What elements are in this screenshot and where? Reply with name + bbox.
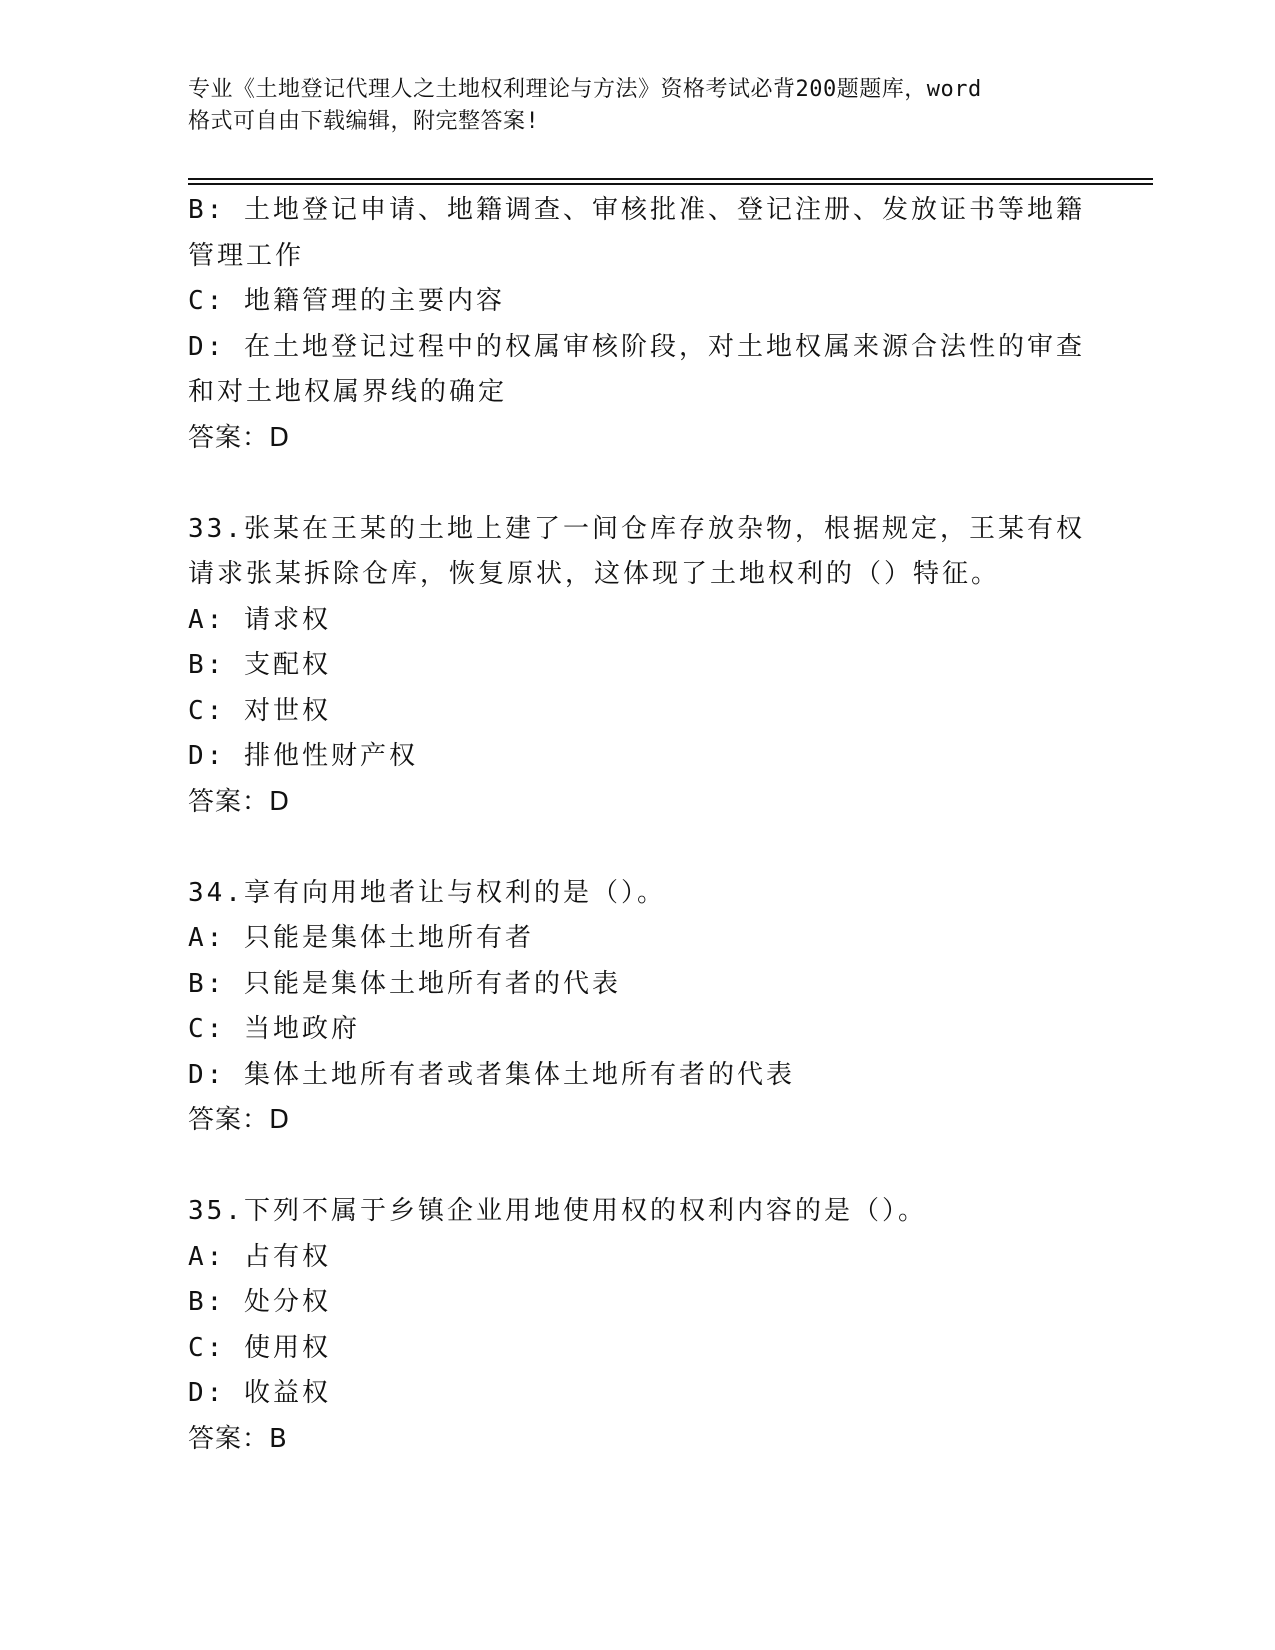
option-c: C: 使用权 [188,1332,331,1363]
option-d-line-2: 和对土地权属界线的确定 [188,377,508,407]
question-content [188,188,1088,1462]
option-b-line-1: B: 土地登记申请、地籍调查、审核批准、登记注册、发放证书等地籍 [188,195,1085,225]
option-a: A: 只能是集体土地所有者 [188,923,534,953]
question-stem: 34.享有向用地者让与权利的是（）。 [188,877,666,908]
option-b: B: 支配权 [188,650,331,680]
option-c: C: 地籍管理的主要内容 [188,286,505,316]
header-line-1: 专业《土地登记代理人之土地权利理论与方法》资格考试必背200题题库，word [188,77,982,102]
document-header [188,74,1068,138]
header-line-2: 格式可自由下载编辑，附完整答案! [188,109,540,134]
answer: 答案：D [188,786,291,817]
option-d: D: 排他性财产权 [188,741,418,771]
question-stem-line-1: 33.张某在王某的土地上建了一间仓库存放杂物，根据规定，王某有权 [188,513,1085,544]
option-b: B: 只能是集体土地所有者的代表 [188,968,621,999]
option-c: C: 当地政府 [188,1014,360,1044]
question-34 [188,871,1088,1144]
option-a: A: 请求权 [188,604,331,635]
question-32-fragment [188,188,1088,461]
header-divider-bottom [188,183,1153,185]
spacer [188,1144,1088,1190]
question-35 [188,1189,1088,1462]
spacer [188,461,1088,507]
header-divider-top [188,178,1153,180]
spacer [188,825,1088,871]
answer: 答案：B [188,1423,288,1454]
question-33 [188,507,1088,826]
option-d-line-1: D: 在土地登记过程中的权属审核阶段，对土地权属来源合法性的审查 [188,331,1085,362]
option-a: A: 占有权 [188,1241,331,1272]
option-b: B: 处分权 [188,1287,331,1317]
question-stem: 35.下列不属于乡镇企业用地使用权的权利内容的是（）。 [188,1196,927,1226]
option-d: D: 集体土地所有者或者集体土地所有者的代表 [188,1059,795,1090]
option-d: D: 收益权 [188,1378,331,1408]
answer: 答案：D [188,422,291,453]
option-c: C: 对世权 [188,695,331,726]
option-b-line-2: 管理工作 [188,240,305,271]
answer: 答案：D [188,1105,291,1135]
question-stem-line-2: 请求张某拆除仓库，恢复原状，这体现了土地权利的（）特征。 [188,559,1001,589]
